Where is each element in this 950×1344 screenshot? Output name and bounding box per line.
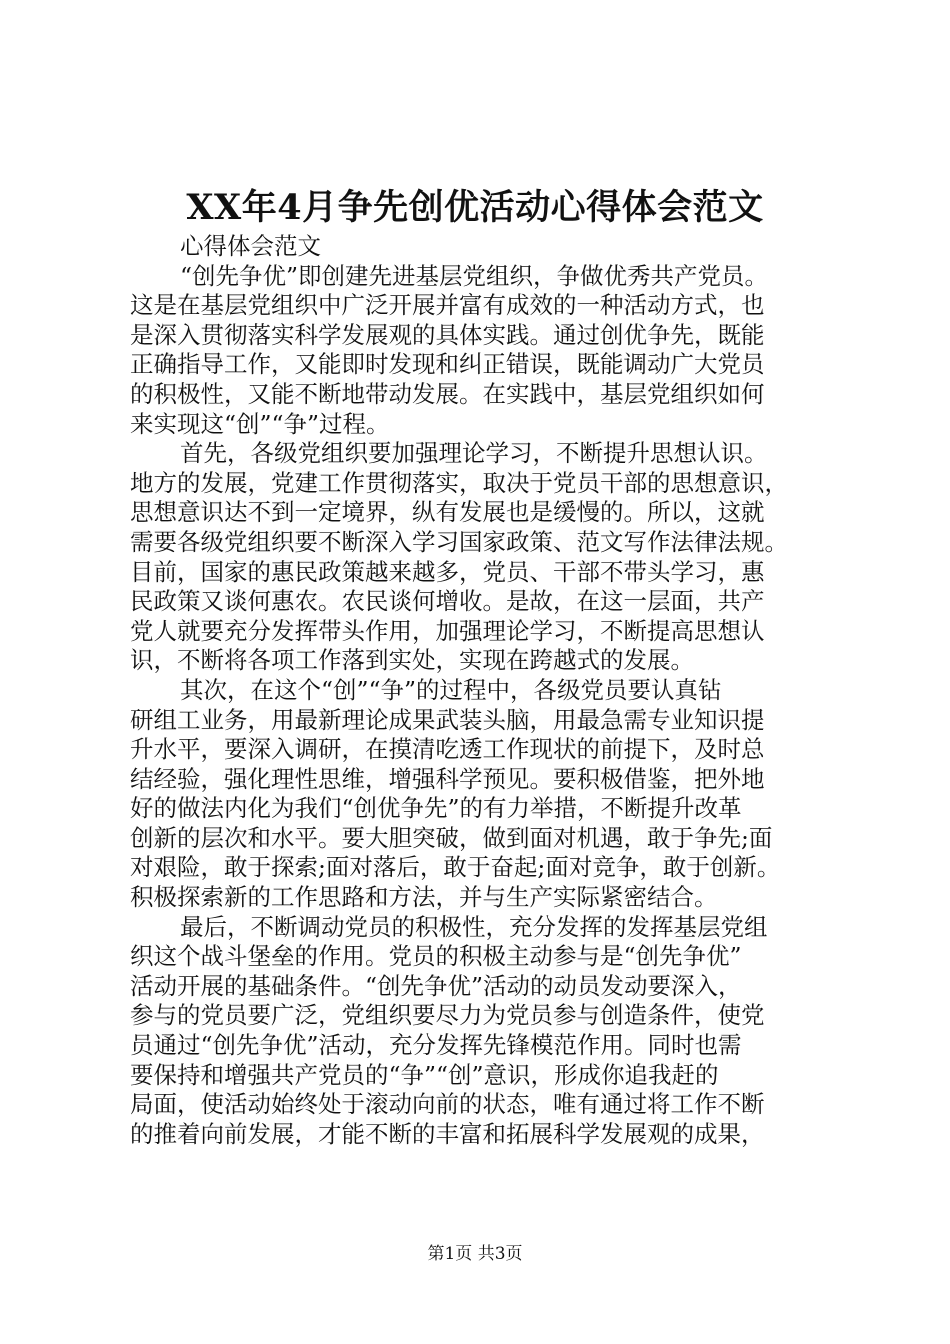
text-line: 最后，不断调动党员的积极性，充分发挥的发挥基层党组 (180, 912, 768, 941)
text-line: 活动开展的基础条件。“创先争优”活动的动员发动要深入， (130, 971, 742, 1000)
text-line: 要保持和增强共产党员的“争”“创”意识，形成你追我赶的 (130, 1060, 719, 1089)
text-line: 织这个战斗堡垒的作用。党员的积极主动参与是“创先争优” (130, 942, 742, 971)
text-line: 民政策又谈何惠农。农民谈何增收。是故，在这一层面，共产 (130, 587, 765, 616)
text-line: 好的做法内化为我们“创优争先”的有力举措，不断提升改革 (130, 794, 742, 823)
text-line: 其次，在这个“创”“争”的过程中，各级党员要认真钻 (180, 675, 722, 704)
document-title: XX年4月争先创优活动心得体会范文 (186, 187, 764, 228)
text-line: 的推着向前发展，才能不断的丰富和拓展科学发展观的成果， (130, 1119, 765, 1148)
text-line: 结经验，强化理性思维，增强科学预见。要积极借鉴，把外地 (130, 764, 765, 793)
text-line: 思想意识达不到一定境界，纵有发展也是缓慢的。所以，这就 (130, 498, 765, 527)
text-line: 是深入贯彻落实科学发展观的具体实践。通过创优争先，既能 (130, 320, 765, 349)
text-line: 员通过“创先争优”活动，充分发挥先锋模范作用。同时也需 (130, 1031, 742, 1060)
text-line: 积极探索新的工作思路和方法，并与生产实际紧密结合。 (130, 883, 718, 912)
text-line: 正确指导工作，又能即时发现和纠正错误，既能调动广大党员 (130, 350, 765, 379)
text-line: 这是在基层党组织中广泛开展并富有成效的一种活动方式，也 (130, 291, 765, 320)
text-line: 参与的党员要广泛，党组织要尽力为党员参与创造条件，使党 (130, 1001, 765, 1030)
document-body (130, 232, 860, 1149)
text-line: 首先，各级党组织要加强理论学习，不断提升思想认识。 (180, 439, 768, 468)
text-line: 心得体会范文 (180, 232, 321, 260)
text-line: “创先争优”即创建先进基层党组织，争做优秀共产党员。 (180, 261, 769, 290)
text-line: 局面，使活动始终处于滚动向前的状态，唯有通过将工作不断 (130, 1090, 765, 1119)
text-line: 目前，国家的惠民政策越来越多，党员、干部不带头学习，惠 (130, 557, 765, 586)
text-line: 研组工业务，用最新理论成果武装头脑，用最急需专业知识提 (130, 705, 765, 734)
page-footer: 第1页 共3页 (427, 1244, 523, 1264)
text-line: 的积极性，又能不断地带动发展。在实践中，基层党组织如何 (130, 379, 765, 408)
text-line: 识，不断将各项工作落到实处，实现在跨越式的发展。 (130, 646, 694, 675)
text-line: 创新的层次和水平。要大胆突破，做到面对机遇，敢于争先;面 (130, 823, 773, 852)
text-line: 升水平，要深入调研，在摸清吃透工作现状的前提下，及时总 (130, 735, 765, 764)
text-line: 来实现这“创”“争”过程。 (130, 409, 390, 438)
text-line: 对艰险，敢于探索;面对落后，敢于奋起;面对竞争，敢于创新。 (130, 853, 781, 882)
text-line: 党人就要充分发挥带头作用，加强理论学习，不断提高思想认 (130, 616, 765, 645)
text-line: 需要各级党组织要不断深入学习国家政策、范文写作法律法规。 (130, 527, 788, 556)
text-line: 地方的发展，党建工作贯彻落实，取决于党员干部的思想意识， (130, 468, 788, 497)
